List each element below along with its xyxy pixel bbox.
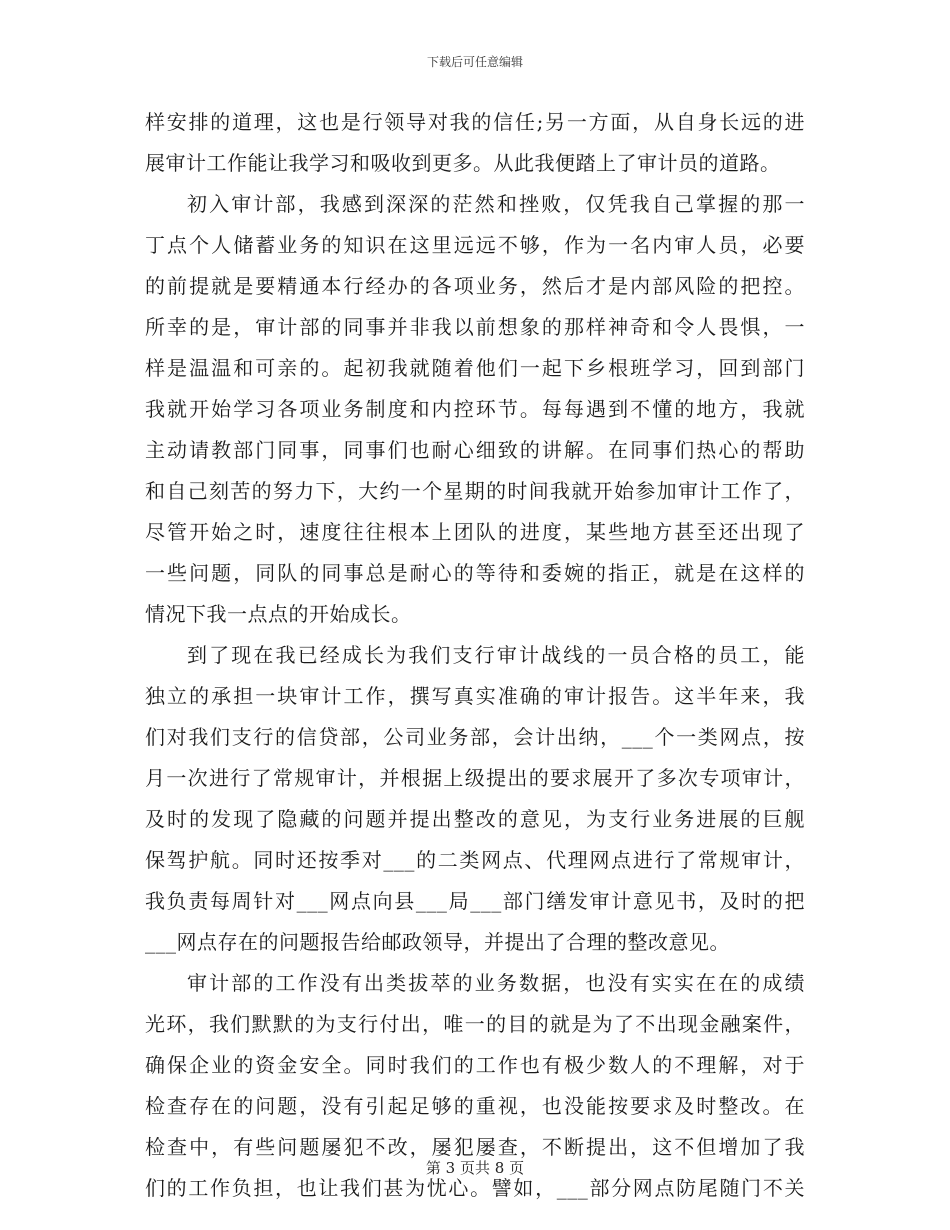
text-line: 尽管开始之时，速度往往根本上团队的进度，某些地方甚至还出现了 <box>145 520 805 544</box>
text-line: 确保企业的资金安全。同时我们的工作也有极少数人的不理解，对于 <box>145 1053 805 1077</box>
text-line: 光环，我们默默的为支行付出，唯一的目的就是为了不出现金融案件， <box>145 1012 805 1036</box>
text-line: 样安排的道理，这也是行领导对我的信任;另一方面，从自身长远的进 <box>145 110 805 134</box>
text-line: 主动请教部门同事，同事们也耐心细致的讲解。在同事们热心的帮助 <box>145 438 805 462</box>
text-line: 所幸的是，审计部的同事并非我以前想象的那样神奇和令人畏惧，一 <box>145 315 805 339</box>
text-line: 我就开始学习各项业务制度和内控环节。每每遇到不懂的地方，我就 <box>145 397 805 421</box>
page-footer: 第 3 页共 8 页 <box>425 1159 525 1177</box>
text-line-paragraph-start: 到了现在我已经成长为我们支行审计战线的一员合格的员工，能 <box>187 643 805 667</box>
text-line: 的前提就是要精通本行经办的各项业务，然后才是内部风险的把控。 <box>145 274 805 298</box>
text-line: 们对我们支行的信贷部，公司业务部，会计出纳，___个一类网点，按 <box>145 725 805 749</box>
text-line: ___网点存在的问题报告给邮政领导，并提出了合理的整改意见。 <box>145 930 730 954</box>
text-line-paragraph-start: 初入审计部，我感到深深的茫然和挫败，仅凭我自己掌握的那一 <box>187 192 805 216</box>
text-line: 我负责每周针对___网点向县___局___部门缮发审计意见书，及时的把 <box>145 889 805 913</box>
text-line: 样是温温和可亲的。起初我就随着他们一起下乡根班学习，回到部门 <box>145 356 805 380</box>
text-line: 及时的发现了隐藏的问题并提出整改的意见，为支行业务进展的巨舰 <box>145 807 805 831</box>
text-line: 保驾护航。同时还按季对___的二类网点、代理网点进行了常规审计， <box>145 848 805 872</box>
text-line: 检查存在的问题，没有引起足够的重视，也没能按要求及时整改。在 <box>145 1094 805 1118</box>
text-line: 们的工作负担，也让我们甚为忧心。譬如，___部分网点防尾随门不关 <box>145 1176 805 1200</box>
text-line: 和自己刻苦的努力下，大约一个星期的时间我就开始参加审计工作了， <box>145 479 805 503</box>
text-line-paragraph-start: 审计部的工作没有出类拔萃的业务数据，也没有实实在在的成绩 <box>187 971 805 995</box>
text-line: 检查中，有些问题屡犯不改，屡犯屡查，不断提出，这不但增加了我 <box>145 1135 805 1159</box>
text-line: 一些问题，同队的同事总是耐心的等待和委婉的指正，就是在这样的 <box>145 561 805 585</box>
page-header: 下载后可任意编辑 <box>426 55 523 69</box>
text-line: 展审计工作能让我学习和吸收到更多。从此我便踏上了审计员的道路。 <box>145 151 781 175</box>
text-line: 月一次进行了常规审计，并根据上级提出的要求展开了多次专项审计， <box>145 766 805 790</box>
document-body <box>145 102 805 1209</box>
text-line: 丁点个人储蓄业务的知识在这里远远不够，作为一名内审人员，必要 <box>145 233 805 257</box>
text-line: 情况下我一点点的开始成长。 <box>145 602 412 626</box>
text-line: 独立的承担一块审计工作，撰写真实准确的审计报告。这半年来，我 <box>145 684 805 708</box>
